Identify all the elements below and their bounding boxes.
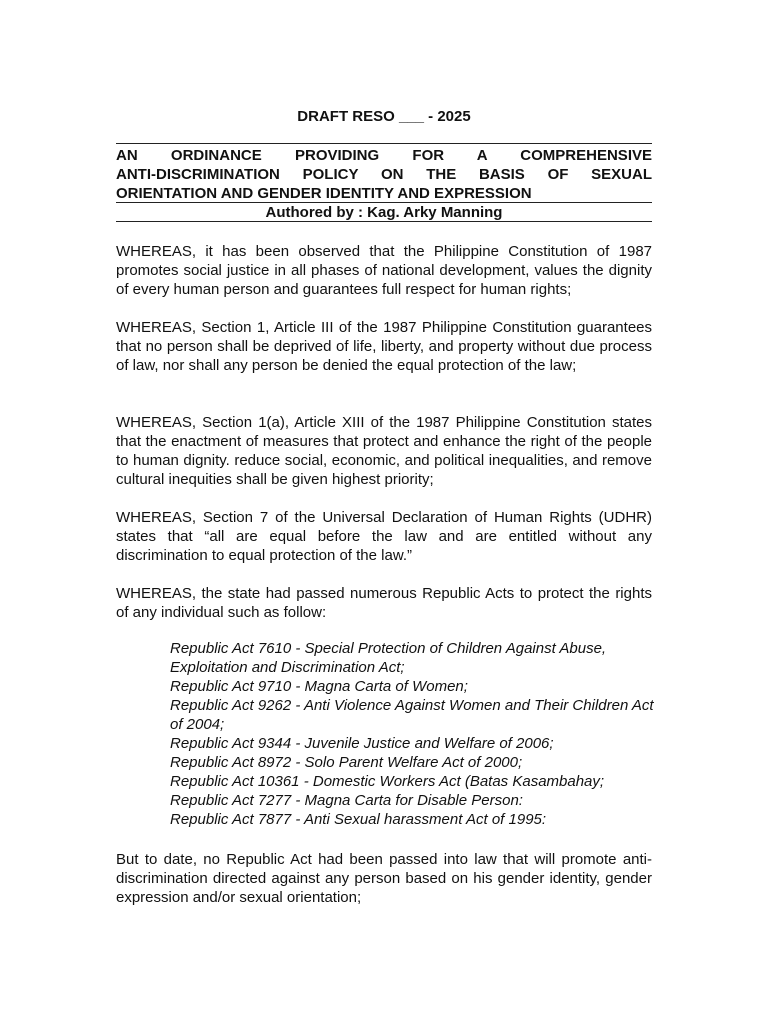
draft-title: DRAFT RESO ___ - 2025 — [297, 108, 471, 125]
list-item: Republic Act 7610 - Special Protection of Children Against Abuse, Exploitation and Discrimination Act; — [170, 640, 607, 676]
closing-paragraph: But to date, no Republic Act had been passed into law that will promote anti-discrimination directed against any person based on his gender identity, gender expression and/or sexual orientation; — [116, 851, 652, 906]
republic-acts-list — [170, 639, 660, 829]
ordinance-title-line-1: AN ORDINANCE PROVIDING FOR A COMPREHENSIVE — [116, 147, 652, 164]
list-item: Republic Act 10361 - Domestic Workers Act (Batas Kasambahay; — [170, 773, 605, 790]
title-top-rule — [116, 143, 652, 144]
list-item: Republic Act 9710 - Magna Carta of Women; — [170, 678, 468, 695]
whereas-paragraph-3: WHEREAS, Section 1(a), Article XIII of the 1987 Philippine Constitution states that the enactment of measures that protect and enhance the right of the people to human dignity. reduce social, economic, and political inequalities, and remove cultural inequities shall be given highest priority; — [116, 414, 652, 488]
author-line: Authored by : Kag. Arky Manning — [265, 204, 503, 221]
whereas-paragraph-1: WHEREAS, it has been observed that the Philippine Constitution of 1987 promotes social justice in all phases of national development, values the dignity of every human person and guarantees full respect for human rights; — [116, 243, 652, 298]
list-item: Republic Act 7277 - Magna Carta for Disable Person: — [170, 792, 523, 809]
whereas-paragraph-2: WHEREAS, Section 1, Article III of the 1987 Philippine Constitution guarantees that no person shall be deprived of life, liberty, and property without due process of law, nor shall any person be denied the equal protection of the law; — [116, 319, 652, 374]
ordinance-title-line-2: ANTI-DISCRIMINATION POLICY ON THE BASIS OF SEXUAL — [116, 166, 652, 183]
list-item: Republic Act 8972 - Solo Parent Welfare Act of 2000; — [170, 754, 523, 771]
whereas-paragraph-4: WHEREAS, Section 7 of the Universal Declaration of Human Rights (UDHR) states that “all are equal before the law and are entitled without any discrimination to equal protection of the law.” — [116, 509, 652, 564]
whereas-paragraph-5: WHEREAS, the state had passed numerous Republic Acts to protect the rights of any individual such as follow: — [116, 585, 652, 621]
list-item: Republic Act 9344 - Juvenile Justice and Welfare of 2006; — [170, 735, 554, 752]
ordinance-title — [116, 146, 652, 203]
list-item: Republic Act 7877 - Anti Sexual harassment Act of 1995: — [170, 811, 547, 828]
list-item: Republic Act 9262 - Anti Violence Against Women and Their Children Act of 2004; — [170, 697, 654, 733]
ordinance-title-line-3: ORIENTATION AND GENDER IDENTITY AND EXPRESSION — [116, 185, 532, 202]
author-bottom-rule — [116, 221, 652, 222]
